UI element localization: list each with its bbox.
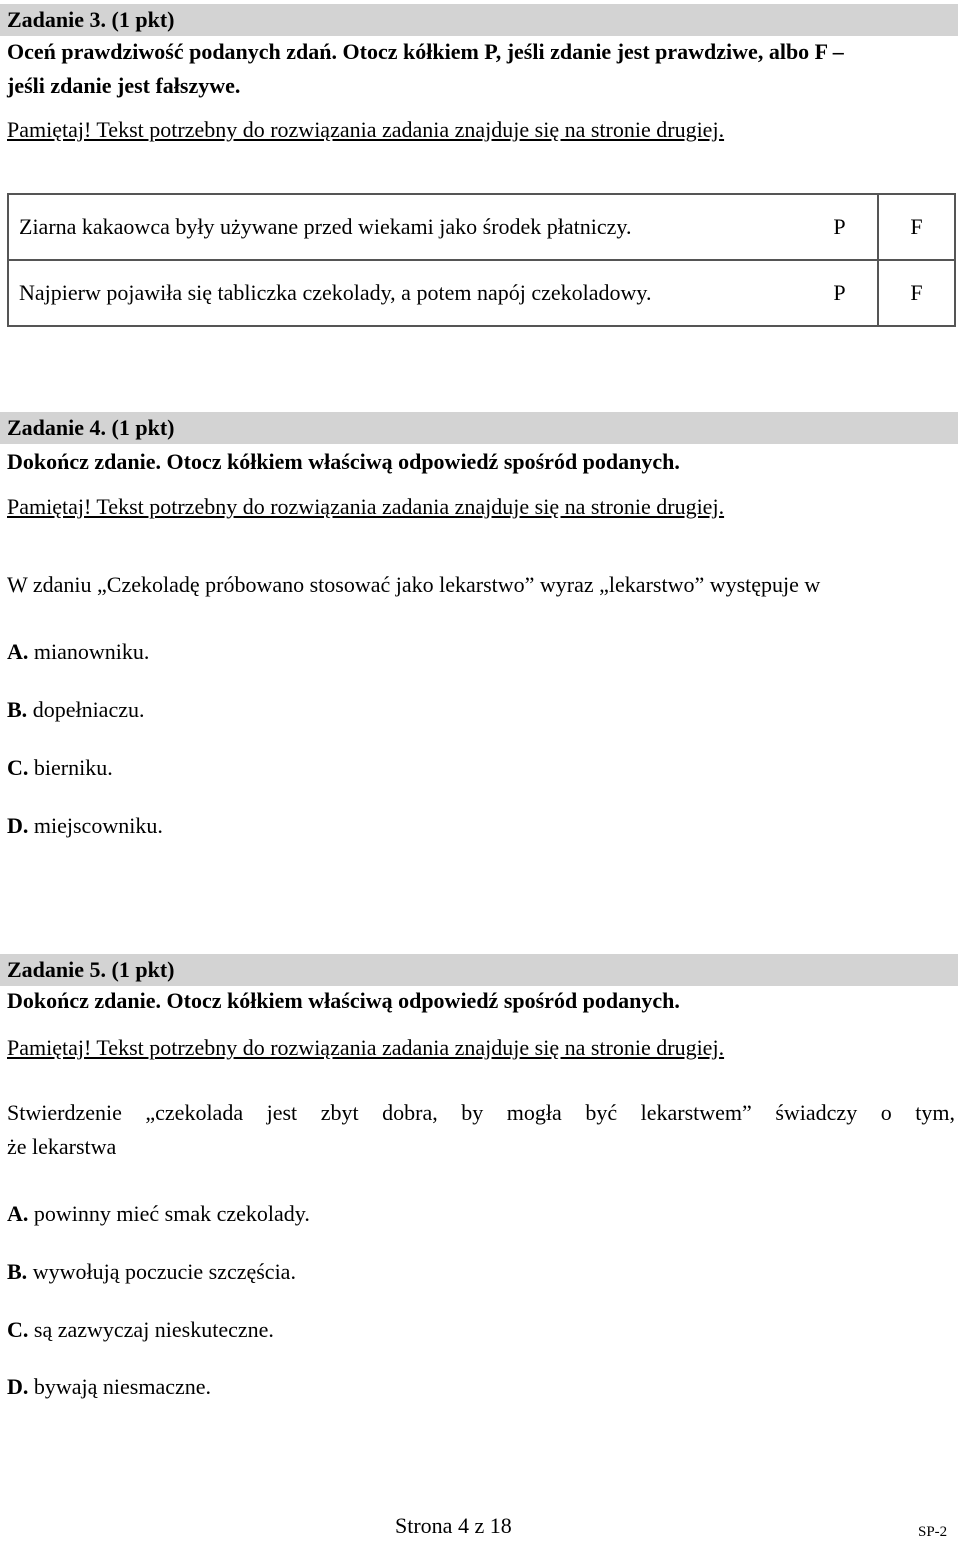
task-4-option-a[interactable] xyxy=(7,638,149,666)
statement-1: Ziarna kakaowca były używane przed wiekami jako środek płatniczy. xyxy=(8,194,802,260)
task-5-option-b[interactable] xyxy=(7,1258,296,1286)
option-text: mianowniku. xyxy=(33,639,150,664)
option-text: miejscowniku. xyxy=(33,813,163,838)
task-5-option-a[interactable] xyxy=(7,1200,310,1228)
task-5-question-line-1: Stwierdzenie „czekolada jest zbyt dobra, by mogła być lekarstwem” świadczy o tym, xyxy=(7,1100,955,1125)
option-text: dopełniaczu. xyxy=(32,697,145,722)
task-3-instruction-line-1: Oceń prawdziwość podanych zdań. Otocz kółkiem P, jeśli zdanie jest prawdziwe, albo F – xyxy=(7,39,844,64)
task-3-title: Zadanie 3. (1 pkt) xyxy=(0,4,958,36)
option-letter: C. xyxy=(7,1317,29,1342)
task-3-instruction-line-2: jeśli zdanie jest fałszywe. xyxy=(7,73,241,98)
answer-f-1[interactable]: F xyxy=(878,194,955,260)
option-letter: B. xyxy=(7,1259,28,1284)
table-row xyxy=(8,194,955,260)
option-text: są zazwyczaj nieskuteczne. xyxy=(33,1317,274,1342)
task-4-instruction: Dokończ zdanie. Otocz kółkiem właściwą odpowiedź spośród podanych. xyxy=(7,449,680,474)
true-false-table xyxy=(7,193,956,327)
option-letter: A. xyxy=(7,639,29,664)
task-5-option-d[interactable] xyxy=(7,1373,211,1401)
option-letter: B. xyxy=(7,697,28,722)
task-3-note: Pamiętaj! Tekst potrzebny do rozwiązania zadania znajduje się na stronie drugiej. xyxy=(7,117,725,142)
statement-2: Najpierw pojawiła się tabliczka czekolady, a potem napój czekoladowy. xyxy=(8,260,802,326)
table-row xyxy=(8,260,955,326)
option-text: bywają niesmaczne. xyxy=(33,1374,212,1399)
task-4-title: Zadanie 4. (1 pkt) xyxy=(0,412,958,444)
answer-f-2[interactable]: F xyxy=(878,260,955,326)
option-text: powinny mieć smak czekolady. xyxy=(33,1201,310,1226)
option-letter: D. xyxy=(7,813,29,838)
option-letter: D. xyxy=(7,1374,29,1399)
option-letter: A. xyxy=(7,1201,29,1226)
task-4-option-d[interactable] xyxy=(7,812,163,840)
exam-code: SP-2 xyxy=(918,1524,948,1540)
task-5-note: Pamiętaj! Tekst potrzebny do rozwiązania zadania znajduje się na stronie drugiej. xyxy=(7,1035,725,1060)
answer-p-1[interactable]: P xyxy=(802,194,878,260)
task-4-option-c[interactable] xyxy=(7,754,113,782)
task-5-question-line-2: że lekarstwa xyxy=(7,1134,117,1159)
answer-p-2[interactable]: P xyxy=(802,260,878,326)
option-letter: C. xyxy=(7,755,29,780)
task-4-question: W zdaniu „Czekoladę próbowano stosować jako lekarstwo” wyraz „lekarstwo” występuje w xyxy=(7,572,821,597)
task-5-option-c[interactable] xyxy=(7,1316,274,1344)
task-5-instruction: Dokończ zdanie. Otocz kółkiem właściwą odpowiedź spośród podanych. xyxy=(7,988,680,1013)
page-number: Strona 4 z 18 xyxy=(395,1513,512,1538)
option-text: wywołują poczucie szczęścia. xyxy=(32,1259,296,1284)
option-text: bierniku. xyxy=(33,755,113,780)
task-5-title: Zadanie 5. (1 pkt) xyxy=(0,954,958,986)
task-4-option-b[interactable] xyxy=(7,696,144,724)
task-4-note: Pamiętaj! Tekst potrzebny do rozwiązania zadania znajduje się na stronie drugiej. xyxy=(7,494,725,519)
